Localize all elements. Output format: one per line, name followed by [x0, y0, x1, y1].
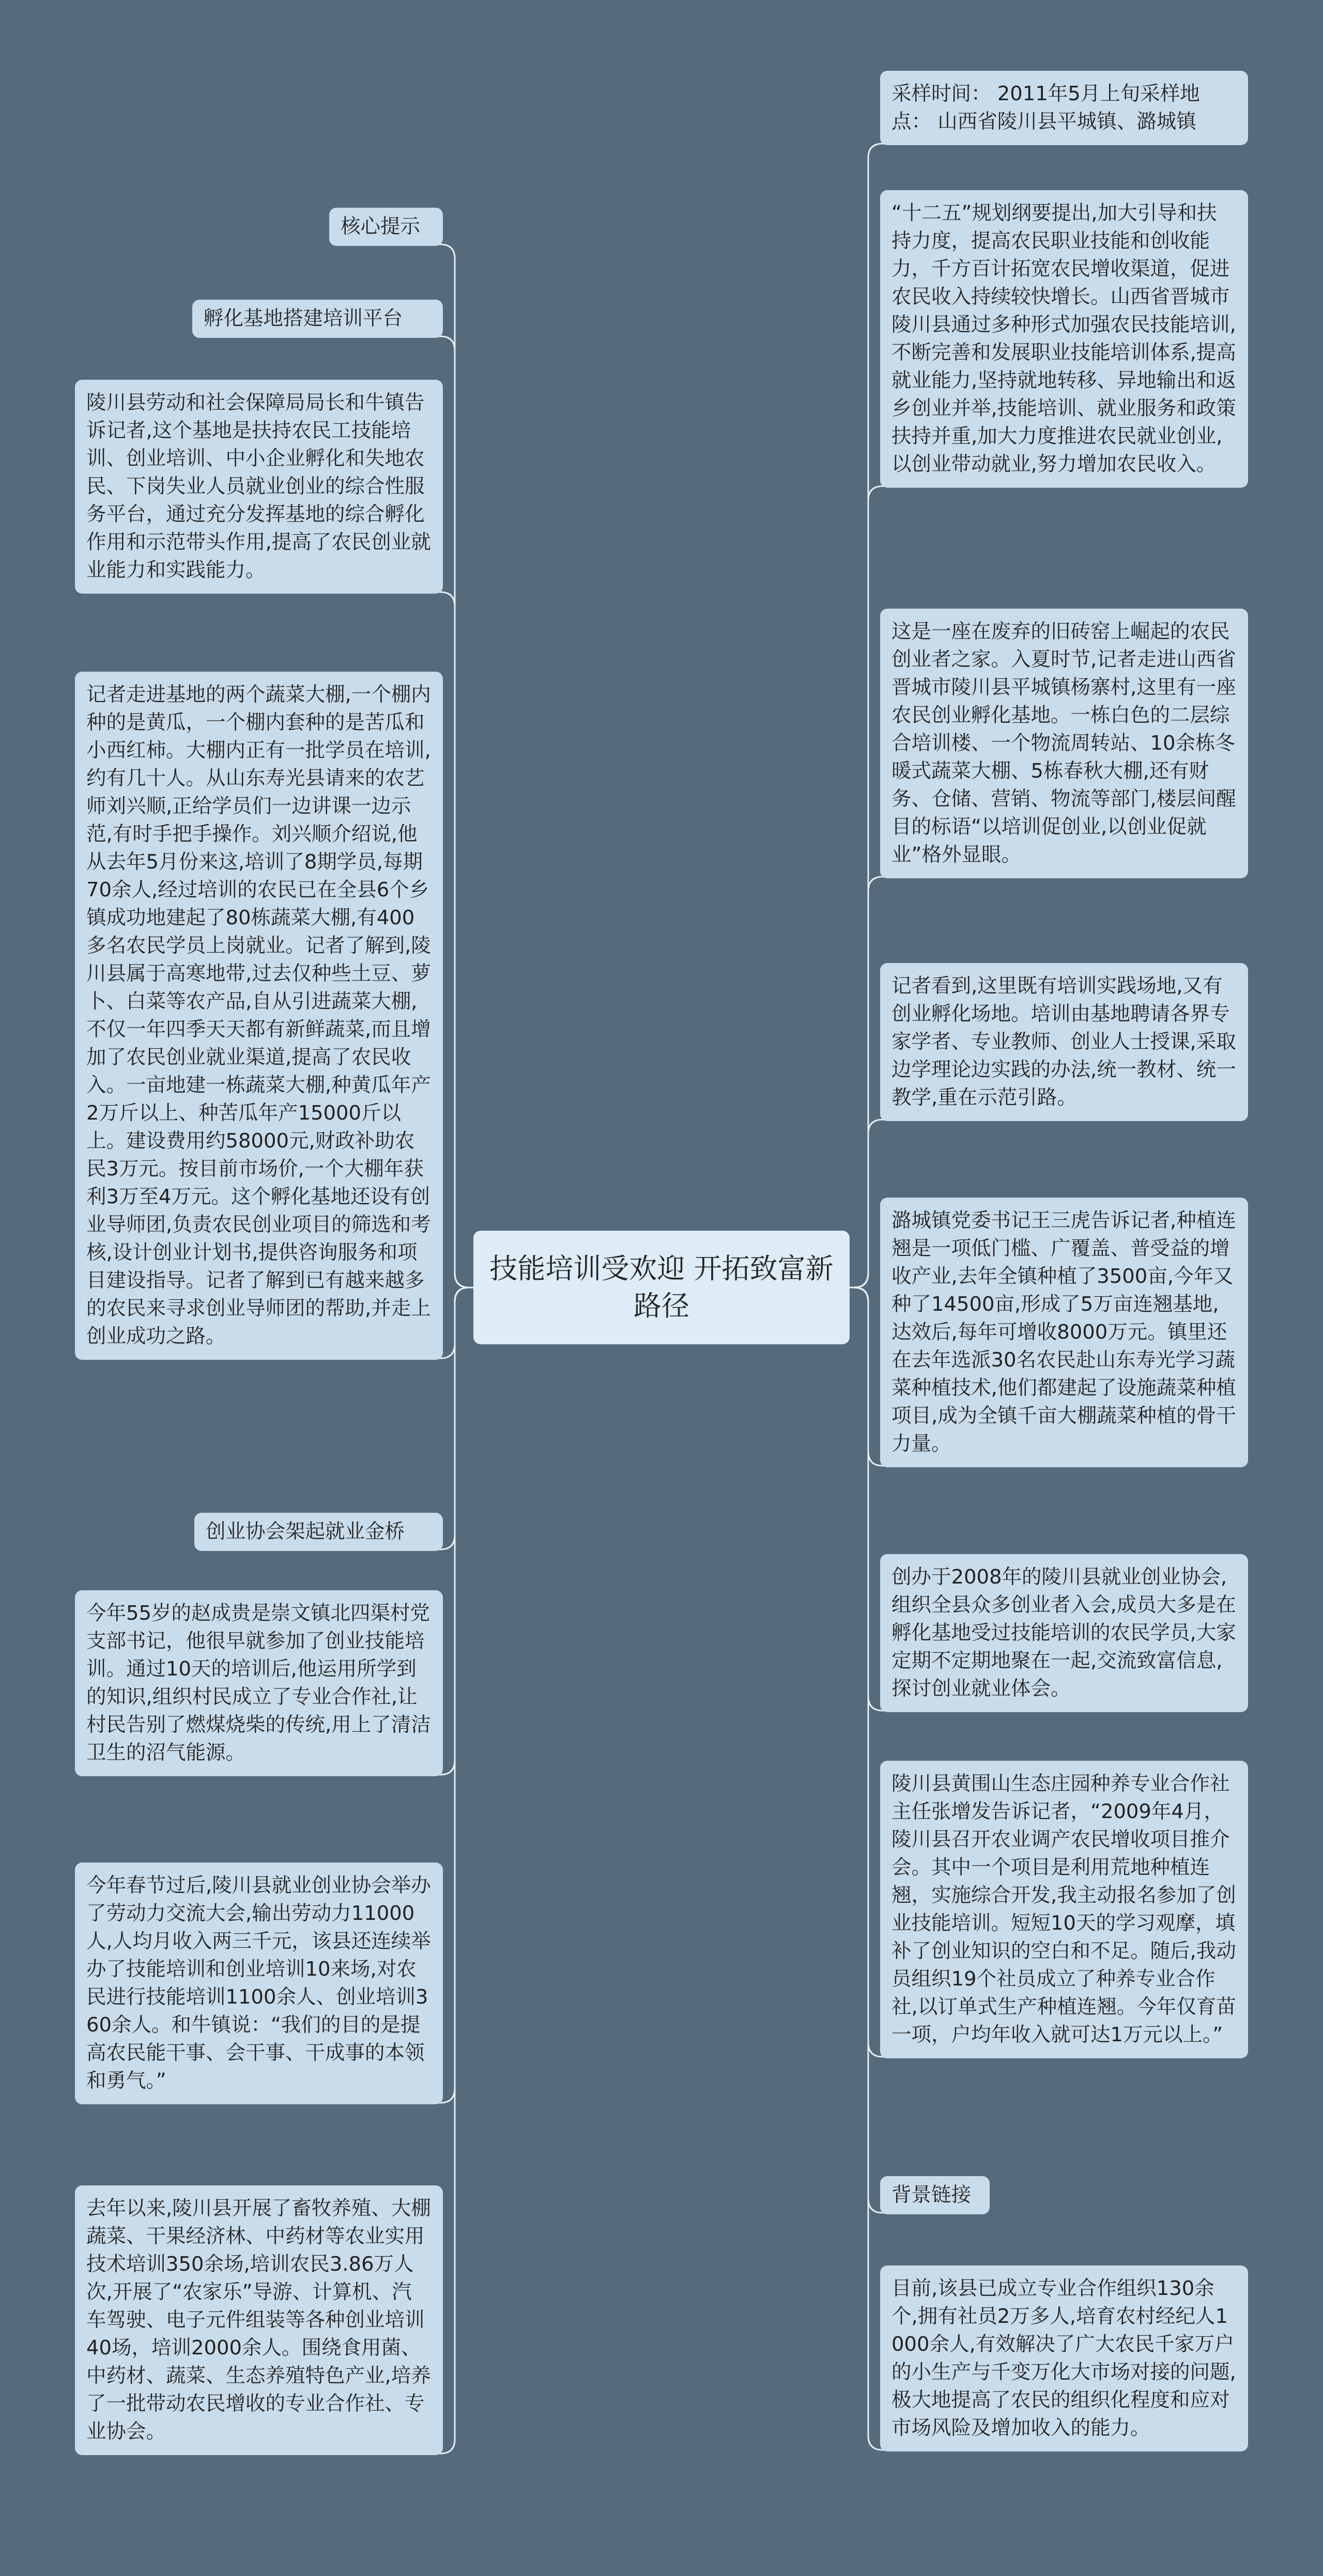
right-node-cooperatives-130[interactable]: 目前,该县已成立专业合作组织130余个,拥有社员2万多人,培育农村经纪人1000余人,有效解决了广大农民千家万户的小生产与千变万化大市场对接的问题,极大地提高了农民的组织化程度和应对市场风险及增加收入的能力。	[880, 2265, 1248, 2451]
right-node-five-year-plan[interactable]: “十二五”规划纲要提出,加大引导和扶持力度，提高农民职业技能和创收能力，千方百计拓宽农民增收渠道，促进农民收入持续较快增长。山西省晋城市陵川县通过多种形式加强农民技能培训,不断完善和发展职业技能培训体系,提高就业能力,坚持就地转移、异地输出和返乡创业并举,技能培训、就业服务和政策扶持并重,加大力度推进农民就业创业,以创业带动就业,努力增加农民收入。	[880, 190, 1248, 488]
left-node-core-tip[interactable]: 核心提示	[329, 208, 443, 246]
right-node-association-2008[interactable]: 创办于2008年的陵川县就业创业协会,组织全县众多创业者入会,成员大多是在孵化基地受过技能培训的农民学员,大家定期不定期地聚在一起,交流致富信息,探讨创业就业体会。	[880, 1554, 1248, 1712]
left-node-agri-training[interactable]: 去年以来,陵川县开展了畜牧养殖、大棚蔬菜、干果经济林、中药材等农业实用技术培训350余场,培训农民3.86万人次,开展了“农家乐”导游、计算机、汽车驾驶、电子元件组装等各种创业培训40场，培训2000余人。围绕食用菌、中药材、蔬菜、生态养殖特色产业,培养了一批带动农民增收的专业合作社、专业协会。	[75, 2185, 443, 2455]
right-node-cooperative[interactable]: 陵川县黄围山生态庄园种养专业合作社主任张增发告诉记者，“2009年4月，陵川县召开农业调产农民增收项目推介会。其中一个项目是利用荒地种植连翘，实施综合开发,我主动报名参加了创业技能培训。短短10天的学习观摩，填补了创业知识的空白和不足。随后,我动员组织19个社员成立了种养专业合作社,以订单式生产种植连翘。今年仅育苗一项，户均年收入就可达1万元以上。”	[880, 1761, 1248, 2058]
right-node-background-link[interactable]: 背景链接	[880, 2176, 990, 2214]
left-node-zhao-chenggui[interactable]: 今年55岁的赵成贵是崇文镇北四渠村党支部书记，他很早就参加了创业技能培训。通过10天的培训后,他运用所学到的知识,组织村民成立了专业合作社,让村民告别了燃煤烧柴的传统,用上了清洁卫生的沼气能源。	[75, 1590, 443, 1776]
right-node-entrepreneur-home[interactable]: 这是一座在废弃的旧砖窑上崛起的农民创业者之家。入夏时节,记者走进山西省晋城市陵川县平城镇杨寨村,这里有一座农民创业孵化基地。一栋白色的二层综合培训楼、一个物流周转站、10余栋冬暖式蔬菜大棚、5栋春秋大棚,还有财务、仓储、营销、物流等部门,楼层间醒目的标语“以培训促创业,以创业促就业”格外显眼。	[880, 609, 1248, 878]
right-node-forsythia[interactable]: 潞城镇党委书记王三虎告诉记者,种植连翘是一项低门槛、广覆盖、普受益的增收产业,去年全镇种植了3500亩,今年又种了14500亩,形成了5万亩连翘基地,达效后,每年可增收8000万元。镇里还在去年选派30名农民赴山东寿光学习蔬菜种植技术,他们都建起了设施蔬菜种植项目,成为全镇千亩大棚蔬菜种植的骨干力量。	[880, 1198, 1248, 1467]
left-node-spring-festival[interactable]: 今年春节过后,陵川县就业创业协会举办了劳动力交流大会,输出劳动力11000人,人均月收入两三千元，该县还连续举办了技能培训和创业培训10来场,对农民进行技能培训1100余人、创业培训360余人。和牛镇说：“我们的目的是提高农民能干事、会干事、干成事的本领和勇气。”	[75, 1863, 443, 2104]
left-node-incubator-intro[interactable]: 陵川县劳动和社会保障局局长和牛镇告诉记者,这个基地是扶持农民工技能培训、创业培训、中小企业孵化和失地农民、下岗失业人员就业创业的综合性服务平台，通过充分发挥基地的综合孵化作用和示范带头作用,提高了农民创业就业能力和实践能力。	[75, 380, 443, 594]
connector-right-9	[850, 486, 1243, 1287]
right-node-training-site[interactable]: 记者看到,这里既有培训实践场地,又有创业孵化场地。培训由基地聘请各界专家学者、专业教师、创业人士授课,采取边学理论边实践的办法,统一教材、统一教学,重在示范引路。	[880, 963, 1248, 1121]
root-topic[interactable]: 技能培训受欢迎 开拓致富新路径	[473, 1231, 850, 1344]
right-node-sampling-info[interactable]: 采样时间： 2011年5月上旬采样地点： 山西省陵川县平城镇、潞城镇	[880, 71, 1248, 145]
left-node-vegetable-greenhouse[interactable]: 记者走进基地的两个蔬菜大棚,一个棚内种的是黄瓜，一个棚内套种的是苦瓜和小西红柿。大棚内正有一批学员在培训,约有几十人。从山东寿光县请来的农艺师刘兴顺,正给学员们一边讲课一边示范,有时手把手操作。刘兴顺介绍说,他从去年5月份来这,培训了8期学员,每期70余人,经过培训的农民已在全县6个乡镇成功地建起了80栋蔬菜大棚,有400多名农民学员上岗就业。记者了解到,陵川县属于高寒地带,过去仅种些土豆、萝卜、白菜等农产品,自从引进蔬菜大棚,不仅一年四季天天都有新鲜蔬菜,而且增加了农民创业就业渠道,提高了农民收入。一亩地建一栋蔬菜大棚,种黄瓜年产2万斤以上、种苦瓜年产15000斤以上。建设费用约58000元,财政补助农民3万元。按目前市场价,一个大棚年获利3万至4万元。这个孵化基地还设有创业导师团,负责农民创业项目的筛选和考核,设计创业计划书,提供咨询服务和项目建设指导。记者了解到已有越来越多的农民来寻求创业导师团的帮助,并走上创业成功之路。	[75, 672, 443, 1360]
left-node-association-heading[interactable]: 创业协会架起就业金桥	[194, 1513, 443, 1551]
left-node-incubator-heading[interactable]: 孵化基地搭建培训平台	[192, 300, 443, 338]
